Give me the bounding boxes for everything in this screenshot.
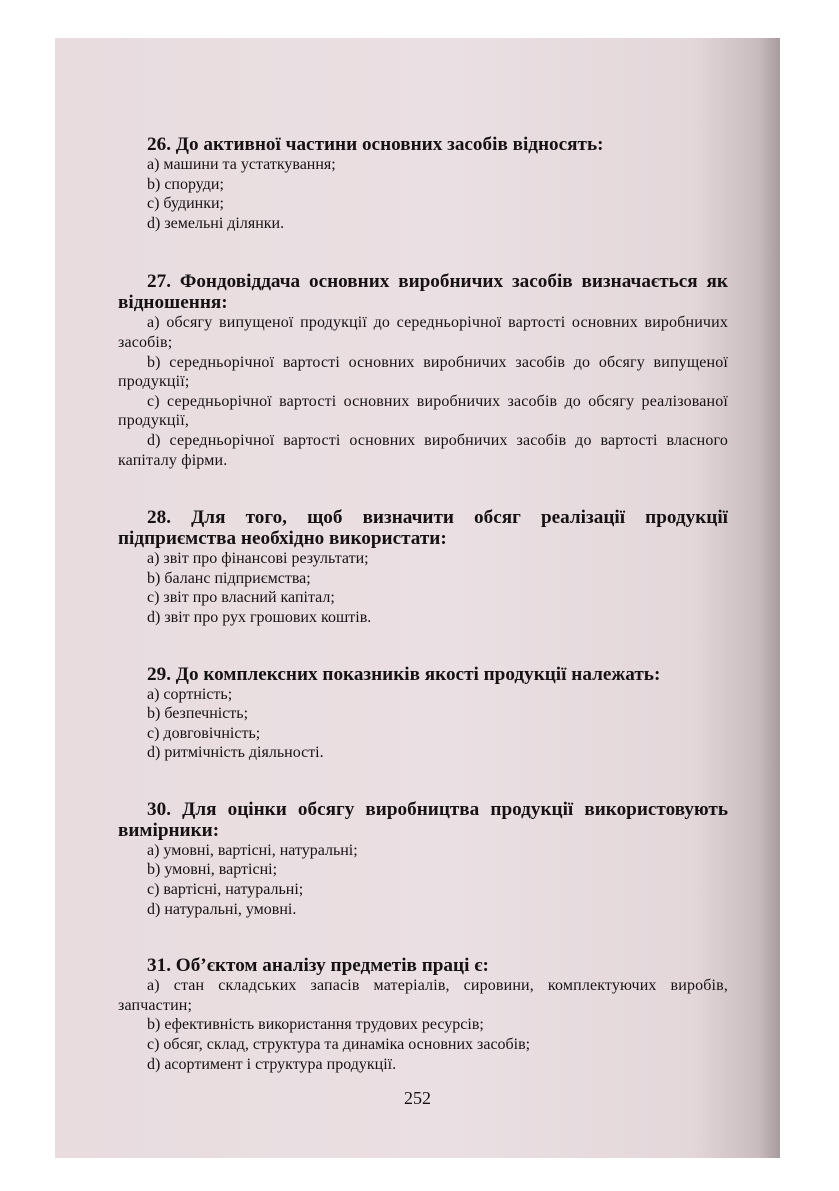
question-27 [118, 271, 728, 470]
answer-options [118, 313, 728, 470]
option-d: d) ритмічність діяльності. [147, 744, 324, 762]
option-c: c) довговічність; [147, 724, 261, 742]
option-a: a) машини та устаткування; [147, 156, 336, 173]
page-content [118, 134, 728, 1074]
question-31 [118, 955, 728, 1074]
option-c: c) будинки; [147, 195, 224, 213]
option-d: d) середньорічної вартості основних виробничих засобів до вартості власного капіталу фірми. [118, 431, 728, 469]
option-c: c) обсяг, склад, структура та динаміка основних засобів; [147, 1036, 531, 1054]
option-b: b) умовні, вартісні; [147, 861, 278, 879]
question-title: 27. Фондовіддача основних виробничих засобів визначається як відношення: [118, 271, 728, 314]
question-26 [118, 134, 728, 233]
option-b: b) баланс підприємства; [147, 569, 311, 587]
option-b: b) ефективність використання трудових ресурсів; [147, 1016, 484, 1034]
option-a: a) умовні, вартісні, натуральні; [147, 841, 358, 859]
question-29 [118, 664, 728, 763]
option-b: b) середньорічної вартості основних виробничих засобів до обсягу випущеної продукції; [118, 353, 728, 391]
option-c: c) вартісні, натуральні; [147, 881, 304, 899]
question-title: 26. До активної частини основних засобів відносять: [147, 134, 604, 155]
option-c: c) середньорічної вартості основних виробничих засобів до обсягу реалізованої продукції, [118, 392, 728, 430]
option-d: d) звіт про рух грошових коштів. [147, 608, 372, 626]
question-title: 31. Об’єктом аналізу предметів праці є: [147, 955, 489, 977]
option-a: a) стан складських запасів матеріалів, сировини, комплектуючих виробів, запчастин; [118, 977, 728, 1014]
option-a: a) звіт про фінансові результати; [147, 550, 369, 568]
answer-options [118, 685, 728, 763]
question-title: 29. До комплексних показників якості продукції належать: [147, 663, 661, 685]
option-d: d) земельні ділянки. [147, 214, 285, 232]
option-c: c) звіт про власний капітал; [147, 589, 335, 607]
option-a: a) сортність; [147, 685, 233, 703]
answer-options [118, 841, 728, 919]
option-d: d) натуральні, умовні. [147, 900, 297, 918]
question-title: 30. Для оцінки обсягу виробництва продукції використовують вимірники: [118, 798, 728, 841]
answer-options [118, 155, 728, 233]
answer-options [118, 549, 728, 627]
question-title: 28. Для того, щоб визначити обсяг реалізації продукції підприємства необхідно використати: [118, 507, 728, 550]
question-30 [118, 799, 728, 919]
page-number: 252 [404, 1088, 431, 1108]
option-b: b) споруди; [147, 175, 224, 193]
option-a: a) обсягу випущеної продукції до середньорічної вартості основних виробничих засобів; [118, 314, 728, 351]
book-page [55, 38, 780, 1158]
option-d: d) асортимент і структура продукції. [147, 1055, 397, 1073]
question-28 [118, 507, 728, 627]
answer-options [118, 976, 728, 1074]
option-b: b) безпечність; [147, 705, 249, 723]
